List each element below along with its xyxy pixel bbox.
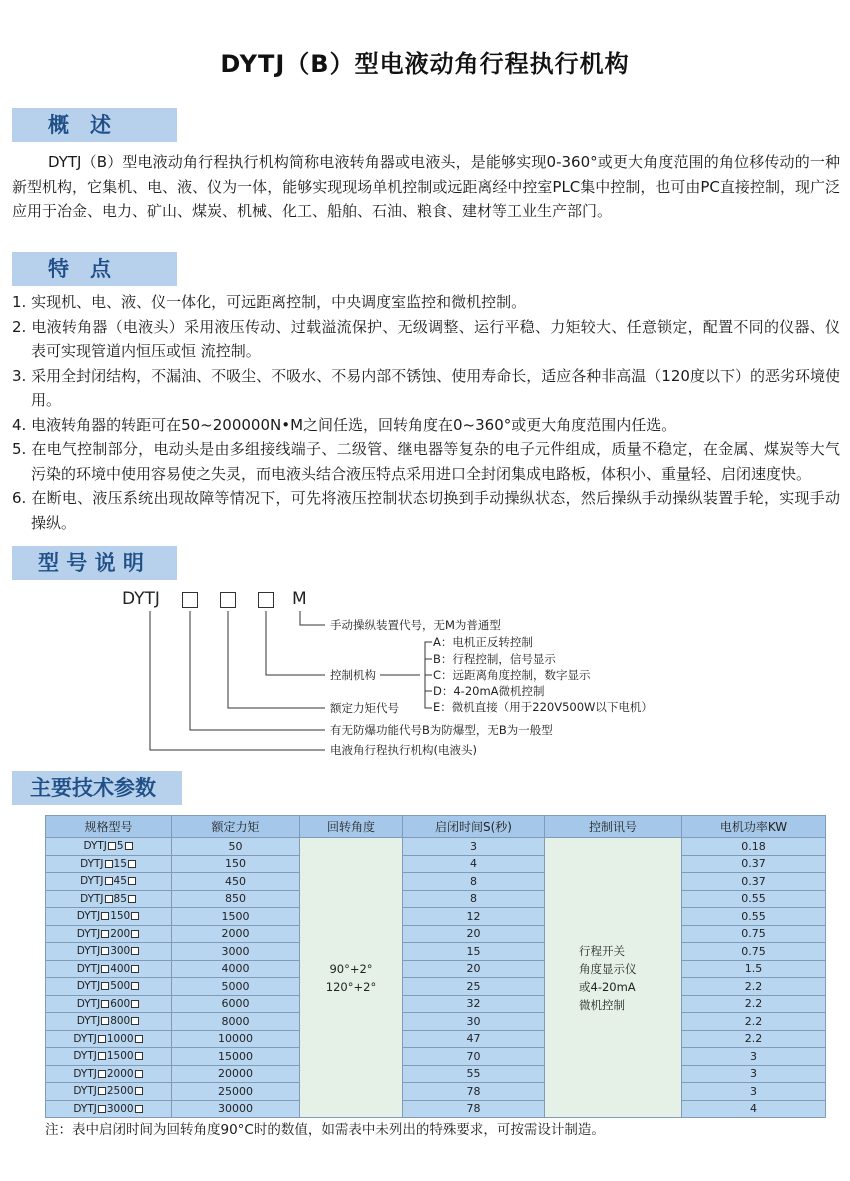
model-box-torque bbox=[220, 592, 236, 608]
cell-power: 0.75 bbox=[682, 925, 826, 943]
cell-torque: 25000 bbox=[172, 1083, 300, 1101]
header-control: 控制讯号 bbox=[545, 816, 682, 838]
cell-model bbox=[46, 855, 172, 873]
cell-power: 0.75 bbox=[682, 943, 826, 961]
cell-torque: 8000 bbox=[172, 1013, 300, 1031]
cell-model bbox=[46, 1030, 172, 1048]
model-box bbox=[128, 877, 136, 885]
table-row bbox=[46, 838, 826, 856]
cell-model bbox=[46, 873, 172, 891]
table-row bbox=[46, 1030, 826, 1048]
model-box bbox=[131, 1017, 139, 1025]
cell-model bbox=[46, 1065, 172, 1083]
model-number-text: 150 bbox=[110, 910, 131, 923]
model-prefix-text: DYTJ bbox=[76, 927, 101, 940]
cell-model bbox=[46, 960, 172, 978]
model-prefix: DYTJ bbox=[122, 589, 160, 609]
model-box-explosion bbox=[182, 592, 198, 608]
cell-model bbox=[46, 1100, 172, 1118]
table-body bbox=[46, 838, 826, 1118]
model-box bbox=[101, 1000, 109, 1008]
feature-item: 5. 在电气控制部分，电动头是由多组接线端子、二级管、继电器等复杂的电子元件组成，质量不稳定，在金属、煤炭等大气污染的环境中使用容易使之失灵，而电液头结合液压特点采用进口全封闭集成电路板，体积小、重量轻、启闭速度快。 bbox=[12, 440, 840, 483]
model-prefix-text: DYTJ bbox=[73, 1067, 97, 1080]
cell-torque: 1500 bbox=[172, 908, 300, 926]
label-control: 控制机构 bbox=[330, 668, 376, 682]
cell-power: 2.2 bbox=[682, 995, 826, 1013]
model-number-text: 2000 bbox=[106, 1067, 134, 1080]
cell-time: 8 bbox=[403, 890, 545, 908]
model-box bbox=[135, 1105, 143, 1113]
model-box bbox=[131, 912, 139, 920]
model-prefix-text: DYTJ bbox=[80, 892, 104, 905]
cell-torque: 850 bbox=[172, 890, 300, 908]
feature-item: 3. 采用全封闭结构，不漏油、不吸尘、不吸水、不易内部不锈蚀、使用寿命长，适应各种非高温（120度以下）的恶劣环境使用。 bbox=[12, 366, 840, 409]
cell-time: 78 bbox=[403, 1083, 545, 1101]
model-box bbox=[131, 947, 139, 955]
control-line: 行程开关 bbox=[579, 943, 625, 958]
table-row bbox=[46, 855, 826, 873]
label-manual: 手动操纵装置代号，无M为普通型 bbox=[330, 618, 501, 632]
model-box bbox=[128, 860, 136, 868]
model-box bbox=[101, 947, 109, 955]
header-angle: 回转角度 bbox=[300, 816, 403, 838]
cell-model bbox=[46, 925, 172, 943]
control-option-c: C：远距离角度控制，数字显示 bbox=[433, 668, 591, 682]
label-torque: 额定力矩代号 bbox=[330, 701, 399, 715]
model-number-text: 500 bbox=[110, 980, 131, 993]
cell-torque: 2000 bbox=[172, 925, 300, 943]
cell-time: 55 bbox=[403, 1065, 545, 1083]
cell-angle bbox=[300, 838, 403, 1118]
cell-control bbox=[545, 838, 682, 1118]
overview-paragraph: DYTJ（B）型电液动角行程执行机构简称电液转角器或电液头，是能够实现0-360°或更大角度范围的角位移传动的一种新型机构，它集机、电、液、仪为一体，能够实现现场单机控制或远距离经中控室PLC集中控制，也可由PC直接控制，现广泛应用于冶金、电力、矿山、煤炭、机械、化工、船舶、石油、粮食、建材等工业生产部门。 bbox=[12, 153, 840, 220]
cell-time: 47 bbox=[403, 1030, 545, 1048]
model-prefix-text: DYTJ bbox=[73, 1032, 97, 1045]
cell-time: 3 bbox=[403, 838, 545, 856]
cell-model bbox=[46, 943, 172, 961]
cell-model bbox=[46, 1048, 172, 1066]
model-box bbox=[98, 1070, 106, 1078]
cell-model bbox=[46, 890, 172, 908]
model-prefix-text: DYTJ bbox=[80, 875, 104, 888]
model-box bbox=[128, 895, 136, 903]
cell-power: 0.37 bbox=[682, 855, 826, 873]
cell-torque: 50 bbox=[172, 838, 300, 856]
cell-power: 2.2 bbox=[682, 1013, 826, 1031]
model-prefix-text: DYTJ bbox=[76, 980, 101, 993]
control-line: 微机控制 bbox=[579, 997, 625, 1012]
model-box bbox=[131, 930, 139, 938]
model-box bbox=[135, 1070, 143, 1078]
table-row bbox=[46, 890, 826, 908]
model-box bbox=[135, 1052, 143, 1060]
cell-power: 2.2 bbox=[682, 1030, 826, 1048]
cell-time: 25 bbox=[403, 978, 545, 996]
cell-model bbox=[46, 978, 172, 996]
section-heading-model-label: 型 号 说 明 bbox=[38, 551, 144, 575]
model-box bbox=[131, 982, 139, 990]
features-list bbox=[12, 290, 840, 535]
feature-item: 2. 电液转角器（电液头）采用液压传动、过载溢流保护、无级调整、运行平稳、力矩较大、任意锁定，配置不同的仪器、仪表可实现管道内恒压或恒 流控制。 bbox=[12, 317, 840, 360]
cell-torque: 20000 bbox=[172, 1065, 300, 1083]
model-prefix-text: DYTJ bbox=[73, 1102, 97, 1115]
cell-time: 70 bbox=[403, 1048, 545, 1066]
section-heading-overview bbox=[12, 108, 177, 142]
model-box bbox=[101, 1017, 109, 1025]
model-prefix-text: DYTJ bbox=[80, 857, 104, 870]
overview-text bbox=[12, 150, 840, 224]
model-box bbox=[135, 1087, 143, 1095]
table-row bbox=[46, 1065, 826, 1083]
model-prefix-text: DYTJ bbox=[76, 997, 101, 1010]
model-number-text: 1000 bbox=[106, 1032, 134, 1045]
model-number-text: 2500 bbox=[106, 1085, 134, 1098]
section-heading-overview-label: 概 述 bbox=[48, 113, 111, 137]
cell-power: 0.18 bbox=[682, 838, 826, 856]
table-row bbox=[46, 978, 826, 996]
cell-time: 78 bbox=[403, 1100, 545, 1118]
model-box bbox=[105, 895, 113, 903]
table-row bbox=[46, 873, 826, 891]
model-box bbox=[101, 965, 109, 973]
cell-torque: 5000 bbox=[172, 978, 300, 996]
cell-torque: 3000 bbox=[172, 943, 300, 961]
model-number-text: 15 bbox=[113, 857, 127, 870]
section-heading-params-label: 主要技术参数 bbox=[30, 776, 156, 800]
page-title: DYTJ（B）型电液动角行程执行机构 bbox=[220, 50, 630, 78]
table-row bbox=[46, 960, 826, 978]
model-box bbox=[125, 842, 133, 850]
model-number-text: 200 bbox=[110, 927, 131, 940]
model-number-text: 3000 bbox=[106, 1102, 134, 1115]
model-prefix-text: DYTJ bbox=[73, 1050, 97, 1063]
control-option-a: A：电机正反转控制 bbox=[433, 635, 533, 649]
feature-item: 4. 电液转角器的转距可在50~200000N•M之间任选，回转角度在0~360°或更大角度范围内任选。 bbox=[12, 415, 677, 434]
cell-model bbox=[46, 908, 172, 926]
model-number-text: 45 bbox=[113, 875, 127, 888]
model-number-text: 1500 bbox=[106, 1050, 134, 1063]
section-heading-features bbox=[12, 252, 177, 286]
section-heading-params bbox=[12, 771, 182, 805]
header-time: 启闭时间S(秒) bbox=[403, 816, 545, 838]
feature-item: 6. 在断电、液压系统出现故障等情况下，可先将液压控制状态切换到手动操纵状态，然后操纵手动操纵装置手轮，实现手动操纵。 bbox=[12, 489, 840, 532]
control-line: 角度显示仪 bbox=[579, 961, 637, 976]
cell-power: 4 bbox=[682, 1100, 826, 1118]
table-row bbox=[46, 1083, 826, 1101]
model-number-text: 5 bbox=[116, 840, 124, 853]
model-number-text: 85 bbox=[113, 892, 127, 905]
cell-torque: 6000 bbox=[172, 995, 300, 1013]
header-model: 规格型号 bbox=[46, 816, 172, 838]
angle-line: 90°+2° bbox=[329, 961, 373, 976]
cell-model bbox=[46, 1083, 172, 1101]
cell-power: 3 bbox=[682, 1065, 826, 1083]
cell-torque: 4000 bbox=[172, 960, 300, 978]
feature-item: 1. 实现机、电、液、仪一体化，可远距离控制，中央调度室监控和微机控制。 bbox=[12, 293, 527, 311]
label-explosion: 有无防爆功能代号B为防爆型，无B为一般型 bbox=[330, 723, 553, 737]
table-row bbox=[46, 1013, 826, 1031]
model-suffix: M bbox=[292, 589, 307, 609]
model-number-text: 600 bbox=[110, 997, 131, 1010]
model-box bbox=[98, 1105, 106, 1113]
model-prefix-text: DYTJ bbox=[83, 840, 107, 853]
cell-power: 3 bbox=[682, 1048, 826, 1066]
model-box bbox=[101, 912, 109, 920]
model-number-text: 300 bbox=[110, 945, 131, 958]
model-box-control bbox=[258, 592, 274, 608]
cell-power: 0.55 bbox=[682, 908, 826, 926]
cell-torque: 15000 bbox=[172, 1048, 300, 1066]
header-torque: 额定力矩 bbox=[172, 816, 300, 838]
cell-torque: 30000 bbox=[172, 1100, 300, 1118]
model-box bbox=[131, 1000, 139, 1008]
cell-power: 3 bbox=[682, 1083, 826, 1101]
table-row bbox=[46, 908, 826, 926]
section-heading-features-label: 特 点 bbox=[48, 257, 111, 281]
table-row bbox=[46, 1048, 826, 1066]
cell-model bbox=[46, 1013, 172, 1031]
model-number-text: 400 bbox=[110, 962, 131, 975]
control-line: 或4-20mA bbox=[579, 979, 636, 994]
model-box bbox=[98, 1035, 106, 1043]
model-prefix-text: DYTJ bbox=[76, 910, 101, 923]
control-option-d: D：4-20mA微机控制 bbox=[433, 684, 545, 698]
cell-time: 15 bbox=[403, 943, 545, 961]
control-option-e: E：微机直接（用于220V500W以下电机） bbox=[433, 700, 653, 714]
params-table bbox=[45, 815, 826, 1118]
table-row bbox=[46, 1100, 826, 1118]
table-note: 注：表中启闭时间为回转角度90°C时的数值，如需表中未列出的特殊要求，可按需设计制造。 bbox=[45, 1122, 605, 1138]
model-box bbox=[135, 1035, 143, 1043]
model-box bbox=[98, 1087, 106, 1095]
control-option-b: B：行程控制，信号显示 bbox=[433, 652, 556, 666]
cell-torque: 150 bbox=[172, 855, 300, 873]
cell-power: 0.37 bbox=[682, 873, 826, 891]
cell-power: 0.55 bbox=[682, 890, 826, 908]
table-row bbox=[46, 925, 826, 943]
model-box bbox=[98, 1052, 106, 1060]
model-box bbox=[108, 842, 116, 850]
table-row bbox=[46, 995, 826, 1013]
model-prefix-text: DYTJ bbox=[76, 945, 101, 958]
cell-time: 12 bbox=[403, 908, 545, 926]
cell-torque: 450 bbox=[172, 873, 300, 891]
section-heading-model bbox=[12, 546, 177, 580]
cell-time: 20 bbox=[403, 960, 545, 978]
model-code-diagram bbox=[0, 585, 850, 760]
model-box bbox=[105, 860, 113, 868]
model-box bbox=[101, 982, 109, 990]
cell-time: 30 bbox=[403, 1013, 545, 1031]
cell-time: 4 bbox=[403, 855, 545, 873]
model-box bbox=[131, 965, 139, 973]
label-name: 电液角行程执行机构(电液头) bbox=[330, 743, 477, 757]
model-prefix-text: DYTJ bbox=[76, 962, 101, 975]
cell-model bbox=[46, 995, 172, 1013]
cell-power: 1.5 bbox=[682, 960, 826, 978]
header-power: 电机功率KW bbox=[682, 816, 826, 838]
model-box bbox=[105, 877, 113, 885]
cell-torque: 10000 bbox=[172, 1030, 300, 1048]
model-number-text: 800 bbox=[110, 1015, 131, 1028]
model-prefix-text: DYTJ bbox=[76, 1015, 101, 1028]
cell-time: 20 bbox=[403, 925, 545, 943]
angle-line: 120°+2° bbox=[325, 979, 377, 994]
table-row bbox=[46, 943, 826, 961]
cell-power: 2.2 bbox=[682, 978, 826, 996]
cell-time: 8 bbox=[403, 873, 545, 891]
cell-model bbox=[46, 838, 172, 856]
table-header-row bbox=[46, 816, 826, 838]
cell-time: 32 bbox=[403, 995, 545, 1013]
model-prefix-text: DYTJ bbox=[73, 1085, 97, 1098]
model-box bbox=[101, 930, 109, 938]
